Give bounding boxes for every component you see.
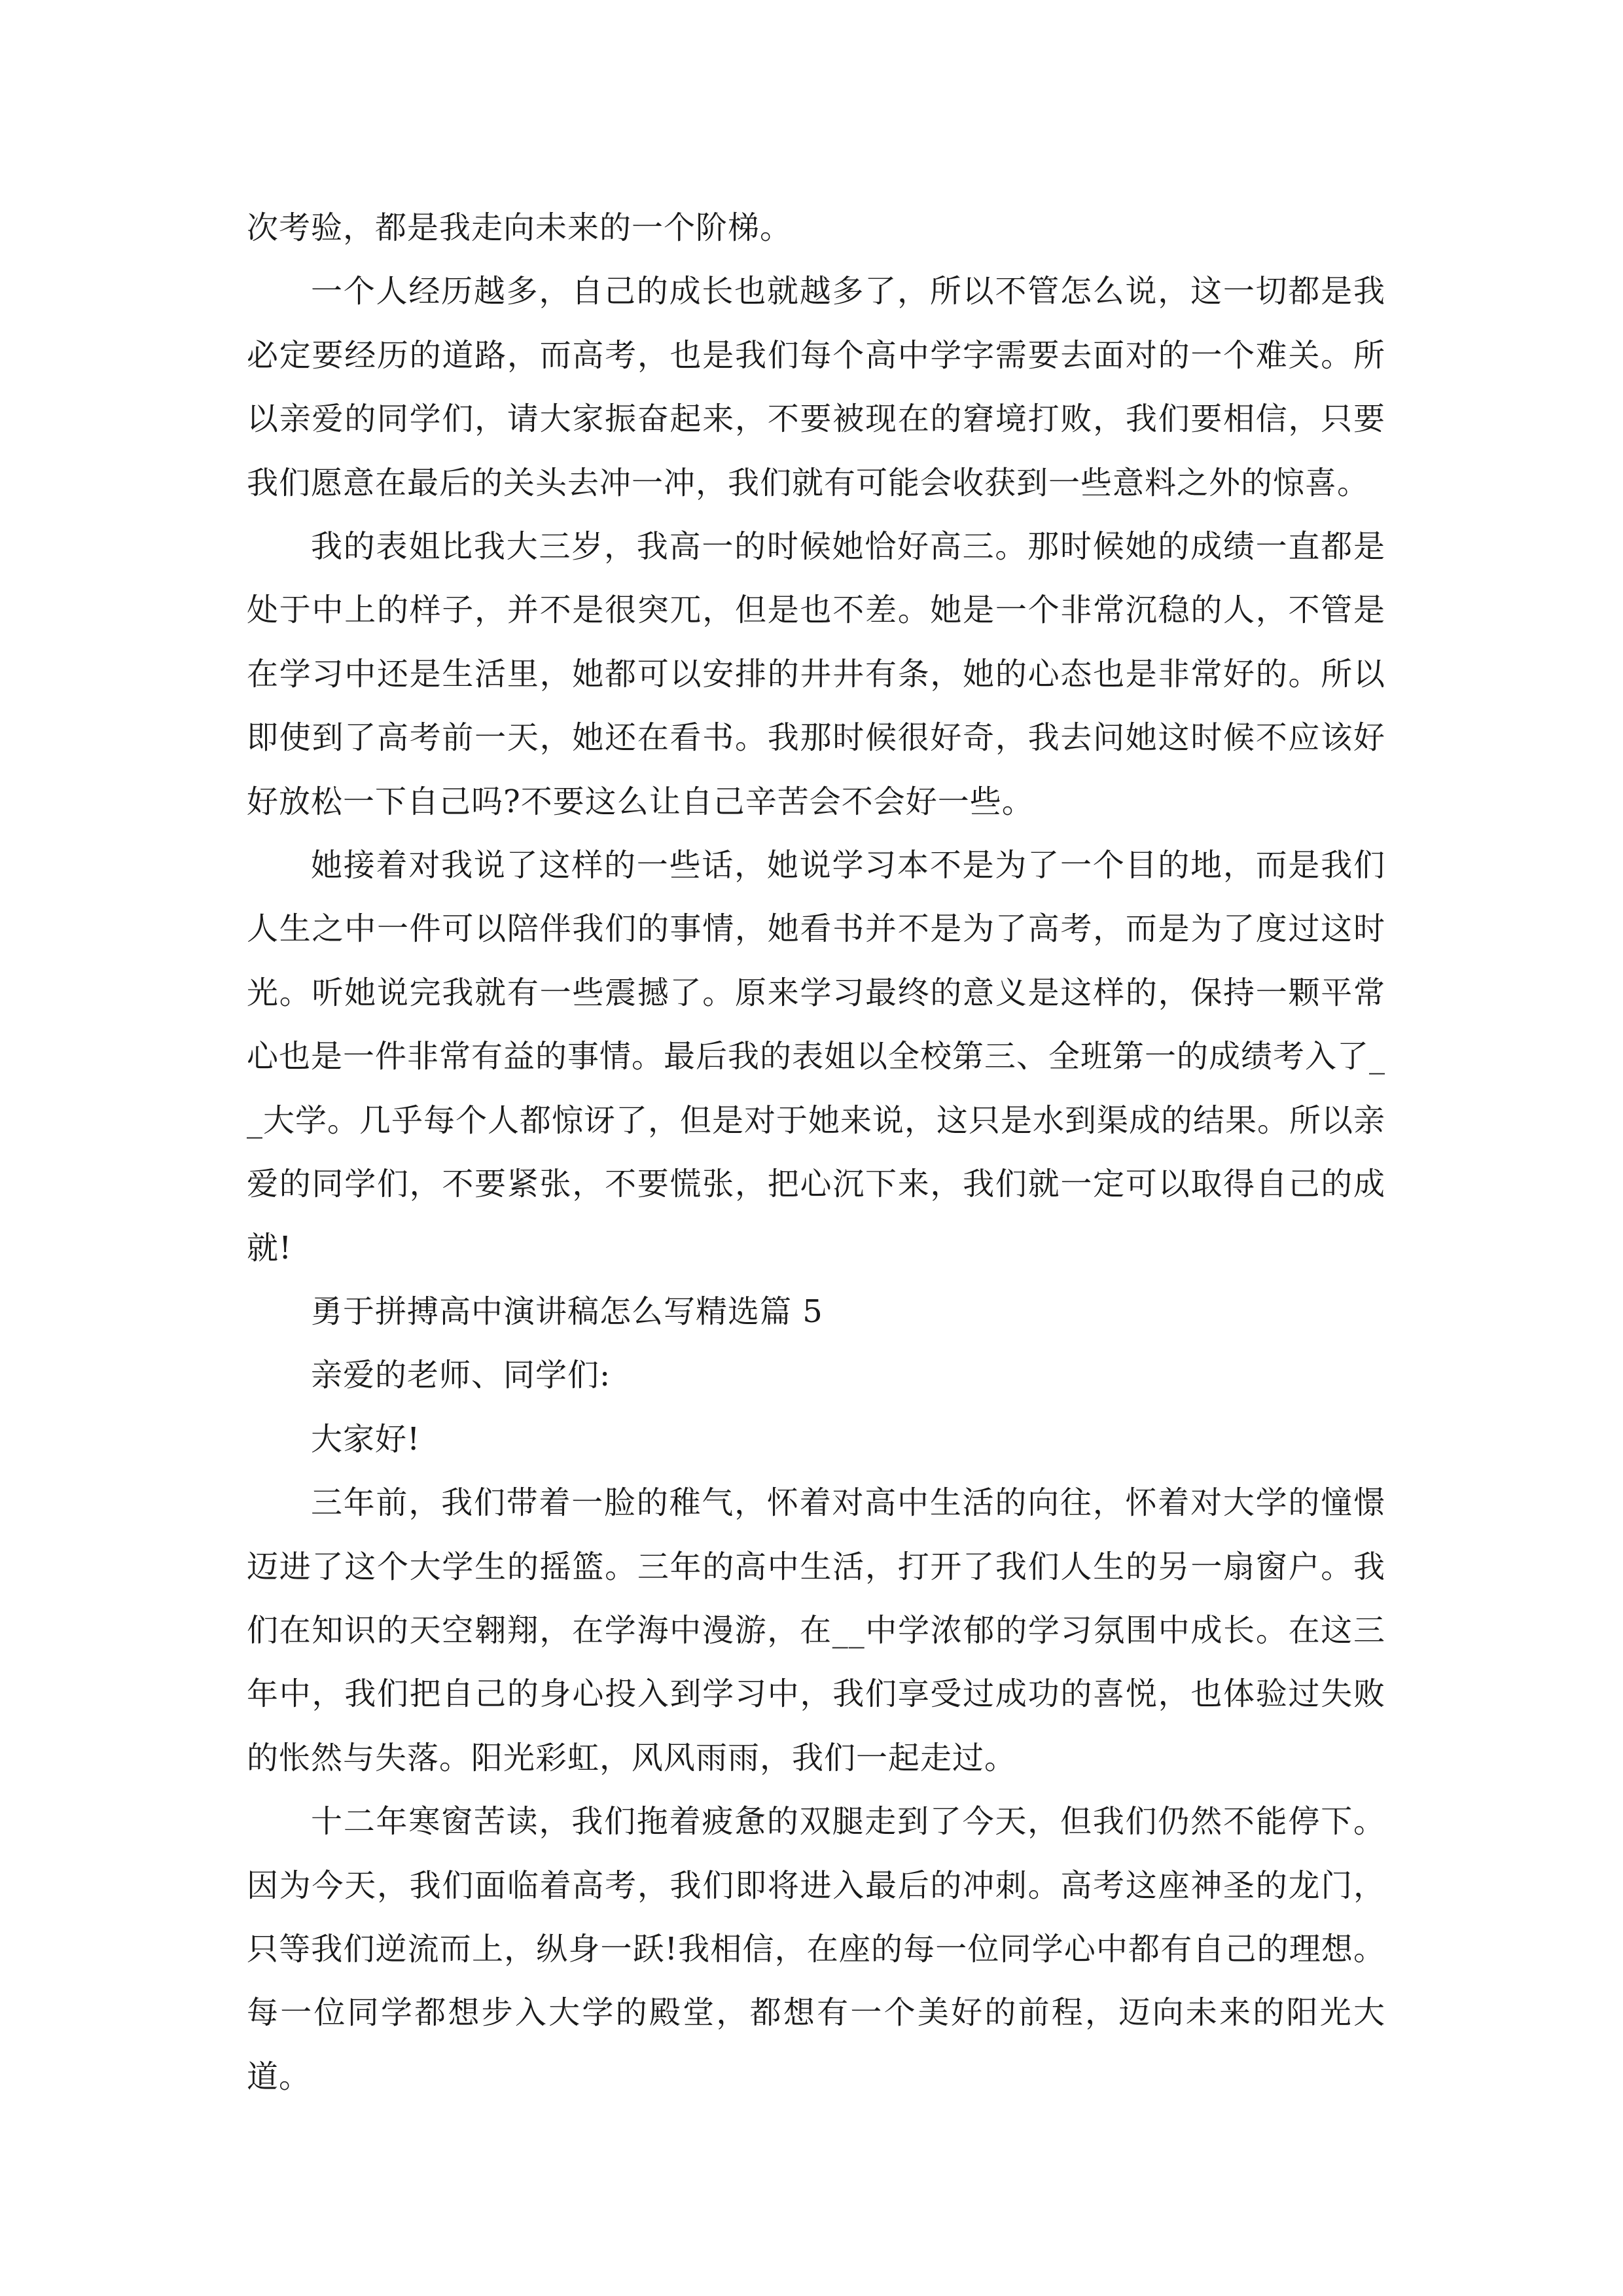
paragraph-twelve-years: 十二年寒窗苦读，我们拖着疲惫的双腿走到了今天，但我们仍然不能停下。因为今天，我们面临着高考，我们即将进入最后的冲刺。高考这座神圣的龙门，只等我们逆流而上，纵身一跃!我相信，在座的每一位同学心中都有自己的理想。每一位同学都想步入大学的殿堂，都想有一个美好的前程，迈向未来的阳光大道。 <box>247 1803 1385 2095</box>
paragraph-cousin-story: 我的表姐比我大三岁，我高一的时候她恰好高三。那时候她的成绩一直都是处于中上的样子，并不是很突兀，但是也不差。她是一个非常沉稳的人，不管是在学习中还是生活里，她都可以安排的井井有条，她的心态也是非常好的。所以即使到了高考前一天，她还在看书。我那时候很好奇，我去问她这时候不应该好好放松一下自己吗?不要这么让自己辛苦会不会好一些。 <box>247 528 1385 820</box>
paragraph-cousin-advice: 她接着对我说了这样的一些话，她说学习本不是为了一个目的地，而是我们人生之中一件可以陪伴我们的事情，她看书并不是为了高考，而是为了度过这时光。听她说完我就有一些震撼了。原来学习最终的意义是这样的，保持一颗平常心也是一件非常有益的事情。最后我的表姐以全校第三、全班第一的成绩考入了__大学。几乎每个人都惊讶了，但是对于她来说，这只是水到渠成的结果。所以亲爱的同学们，不要紧张，不要慌张，把心沉下来，我们就一定可以取得自己的成就! <box>247 847 1386 1266</box>
paragraph-continuation: 次考验，都是我走向未来的一个阶梯。 <box>247 209 793 246</box>
greeting: 大家好! <box>311 1420 421 1458</box>
document-page <box>247 196 1385 2109</box>
salutation: 亲爱的老师、同学们: <box>311 1357 611 1394</box>
paragraph-three-years: 三年前，我们带着一脸的稚气，怀着对高中生活的向往，怀着对大学的憧憬迈进了这个大学生的摇篮。三年的高中生活，打开了我们人生的另一扇窗户。我们在知识的天空翱翔，在学海中漫游，在__中学浓郁的学习氛围中成长。在这三年中，我们把自己的身心投入到学习中，我们享受过成功的喜悦，也体验过失败的怅然与失落。阳光彩虹，风风雨雨，我们一起走过。 <box>247 1484 1385 1776</box>
section-heading: 勇于拼搏高中演讲稿怎么写精选篇 5 <box>311 1293 823 1330</box>
paragraph-growth: 一个人经历越多，自己的成长也就越多了，所以不管怎么说，这一切都是我必定要经历的道路，而高考，也是我们每个高中学字需要去面对的一个难关。所以亲爱的同学们，请大家振奋起来，不要被现在的窘境打败，我们要相信，只要我们愿意在最后的关头去冲一冲，我们就有可能会收获到一些意料之外的惊喜。 <box>247 273 1385 501</box>
